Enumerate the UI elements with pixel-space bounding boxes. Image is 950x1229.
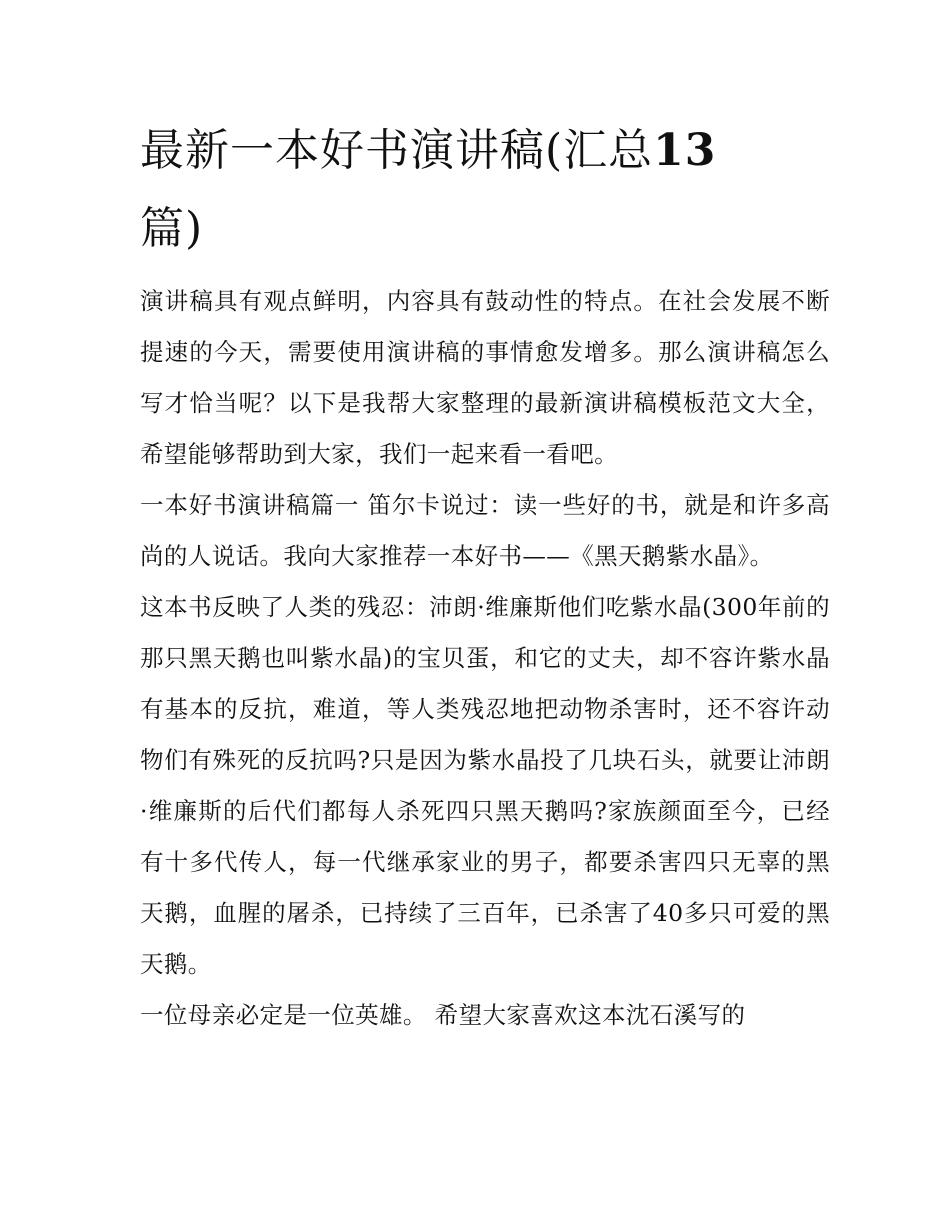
title-number: 13 [653,125,717,176]
title-end: 篇) [140,203,204,254]
paragraph-recommendation: 一本好书演讲稿篇一 笛尔卡说过：读一些好的书，就是和许多高尚的人说话。我向大家推荐一本好书——《黑天鹅紫水晶》。 [140,491,830,570]
document-title [140,112,820,268]
paragraph-story: 这本书反映了人类的残忍：沛朗·维廉斯他们吃紫水晶(300年前的那只黑天鹅也叫紫水晶)的宝贝蛋，和它的丈夫，却不容许紫水晶有基本的反抗，难道，等人类残忍地把动物杀害时，还不容许动物们有殊死的反抗吗?只是因为紫水晶投了几块石头，就要让沛朗·维廉斯的后代们都每人杀死四只黑天鹅吗?家族颜面至今，已经有十多代传人，每一代继承家业的男子，都要杀害四只无辜的黑天鹅，血腥的屠杀，已持续了三百年，已杀害了40多只可爱的黑天鹅。 [140,593,830,978]
document-body [140,276,830,1041]
paragraph-closing: 一位母亲必定是一位英雄。 希望大家喜欢这本沈石溪写的 [140,1001,746,1029]
title-text: 最新一本好书演讲稿(汇总 [140,125,654,176]
paragraph-intro: 演讲稿具有观点鲜明，内容具有鼓动性的特点。在社会发展不断提速的今天，需要使用演讲稿的事情愈发增多。那么演讲稿怎么写才恰当呢？以下是我帮大家整理的最新演讲稿模板范文大全，希望能够帮助到大家，我们一起来看一看吧。 [140,287,830,468]
